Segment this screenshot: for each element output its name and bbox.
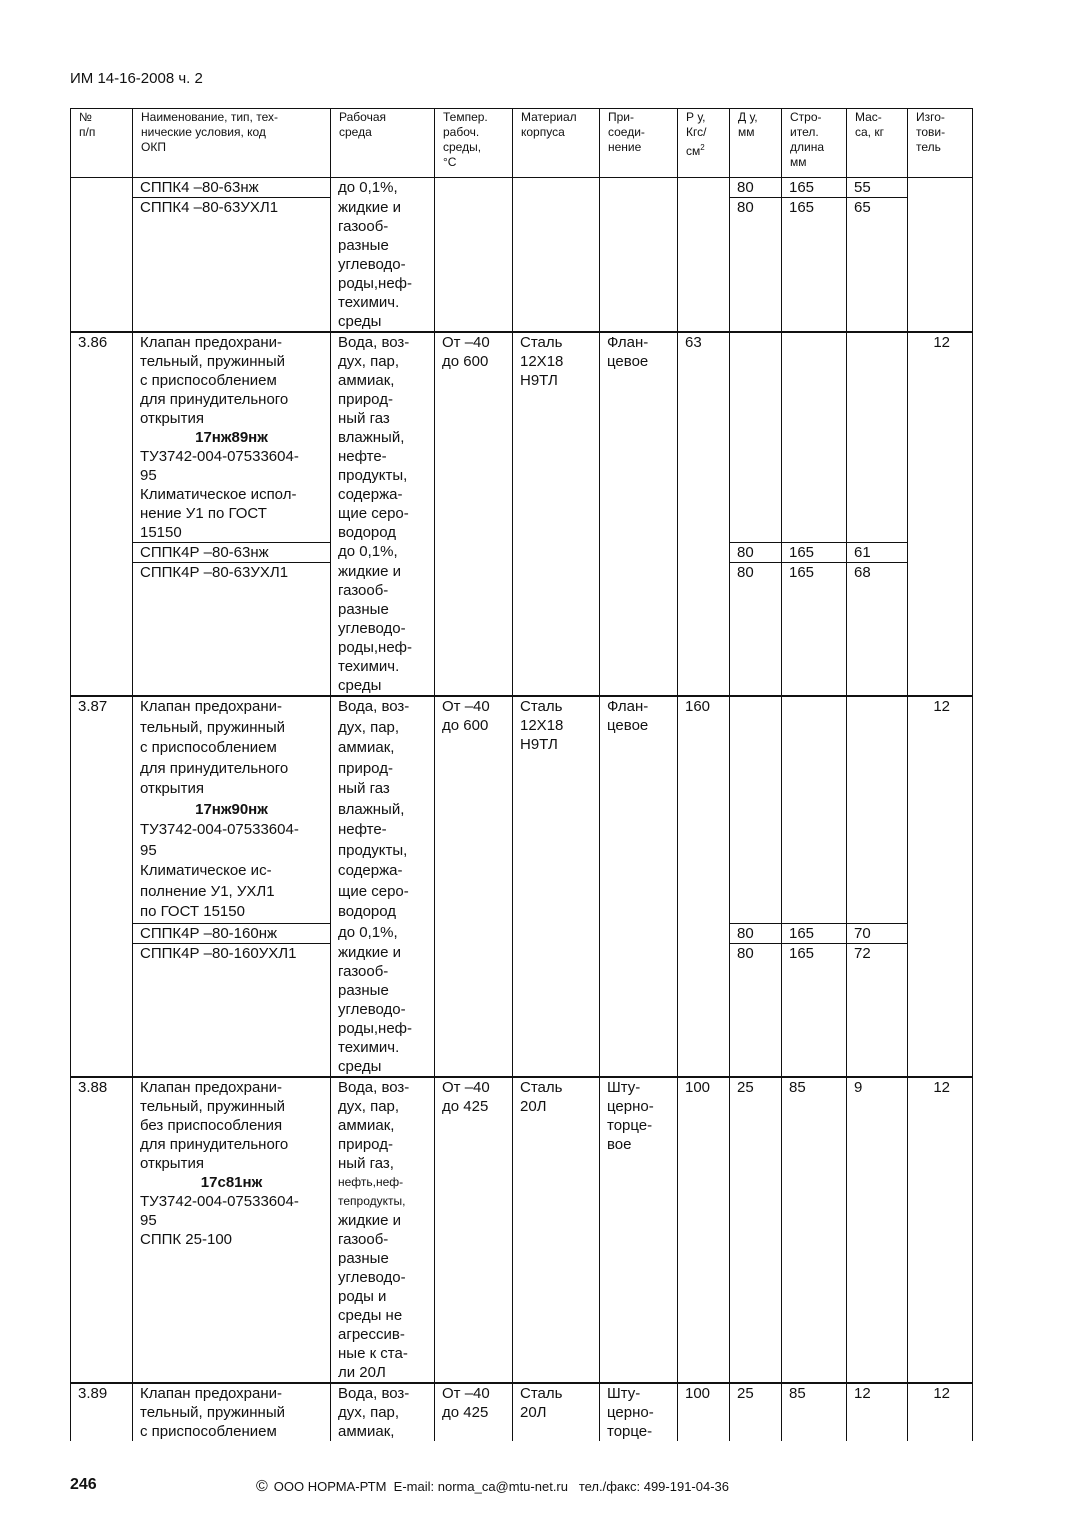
medium-text: нефть,неф- тепродукты,: [338, 1175, 406, 1208]
col-header-medium: Рабочая среда: [331, 109, 435, 178]
length-cell: 165: [782, 943, 847, 1077]
publisher-contacts: ООО НОРМА-РТМ E-mail: norma_ca@mtu-net.ru тел./факс: 499-191-04-36: [273, 1479, 730, 1494]
name-cell: СППК4Р –80-160нж: [133, 923, 331, 943]
spec-text: ТУ3742-004-07533604- 95 СППК 25-100: [140, 1193, 299, 1248]
length-cell: 165: [782, 562, 847, 696]
page-number: 246: [70, 1476, 97, 1493]
col-header-maker: Изго- тови- тель: [908, 109, 973, 178]
document-id: ИМ 14-16-2008 ч. 2: [70, 70, 203, 87]
name-cell: [133, 1077, 331, 1383]
name-cell: СППК4 –80-63нж: [133, 178, 331, 198]
mass-cell: [847, 332, 908, 543]
connection-cell: Флан- цевое: [600, 332, 678, 697]
medium-text: Вода, воз- дух, пар, аммиак, природ- ный газ,: [338, 1079, 410, 1172]
length-cell: 165: [782, 923, 847, 943]
connection-cell: Флан- цевое: [600, 696, 678, 1077]
name-cell: [133, 332, 331, 543]
material-cell: Сталь 20Л: [513, 1383, 600, 1441]
connection-cell: Шту- церно- торце- вое: [600, 1077, 678, 1383]
mass-cell: 70: [847, 923, 908, 943]
material-cell: Сталь 20Л: [513, 1077, 600, 1383]
material-cell: Сталь 12Х18 Н9ТЛ: [513, 332, 600, 697]
temp-cell: От –40 до 425: [435, 1383, 513, 1441]
name-text: Клапан предохрани- тельный, пружинный с приспособлением для принудительного открытия: [140, 698, 289, 797]
material-cell: Сталь 12Х18 Н9ТЛ: [513, 696, 600, 1077]
col-header-py: Р у, Кгс/ $см^2$: [678, 109, 730, 178]
dy-cell: 80: [730, 542, 782, 562]
medium-text: жидкие и газооб- разные углеводо- роды и среды не агрессив- ные к ста- ли 20Л: [338, 1212, 408, 1381]
medium-cell: Вода, воз- дух, пар, аммиак, природ- ный газ влажный, нефте- продукты, содержа- щие серо- водород: [331, 332, 435, 543]
mass-cell: 68: [847, 562, 908, 696]
dy-cell: 25: [730, 1383, 782, 1441]
mass-cell: [847, 696, 908, 923]
name-cell: [133, 696, 331, 923]
name-cell: СППК4Р –80-63нж: [133, 542, 331, 562]
table-row: [71, 696, 973, 923]
temp-cell: От –40 до 600: [435, 696, 513, 1077]
length-cell: 165: [782, 198, 847, 332]
name-text: Клапан предохрани- тельный, пружинный без приспособления для принудительного открытия: [140, 1079, 289, 1172]
col-header-py-sup: 2: [700, 143, 705, 152]
dy-cell: 80: [730, 562, 782, 696]
mass-cell: 12: [847, 1383, 908, 1441]
temp-cell: От –40 до 600: [435, 332, 513, 697]
model-code: 17нж89нж: [195, 428, 268, 446]
length-cell: 165: [782, 178, 847, 198]
medium-cell: до 0,1%,: [331, 542, 435, 562]
col-header-material: Материал корпуса: [513, 109, 600, 178]
py-cell: [678, 178, 730, 332]
maker-cell: 12: [908, 1383, 973, 1441]
py-cell: 160: [678, 696, 730, 1077]
dy-cell: 80: [730, 943, 782, 1077]
maker-cell: 12: [908, 1077, 973, 1383]
name-cell: СППК4Р –80-63УХЛ1: [133, 562, 331, 696]
material-cell: [513, 178, 600, 332]
col-header-temp: Темпер. рабоч. среды, °С: [435, 109, 513, 178]
length-cell: [782, 332, 847, 543]
medium-cell: жидкие и газооб- разные углеводо- роды,неф- техимич. среды: [331, 943, 435, 1077]
maker-cell: [908, 178, 973, 332]
maker-cell: 12: [908, 696, 973, 1077]
dy-cell: 80: [730, 178, 782, 198]
dy-cell: [730, 696, 782, 923]
publisher-info: [256, 1478, 729, 1496]
table-row: [71, 1077, 973, 1383]
model-code: 17нж90нж: [195, 800, 268, 818]
mass-cell: 55: [847, 178, 908, 198]
table-header-row: [71, 109, 973, 178]
valve-spec-table: [70, 108, 973, 1441]
dy-cell: 80: [730, 198, 782, 332]
mass-cell: 65: [847, 198, 908, 332]
dy-cell: 80: [730, 923, 782, 943]
length-cell: [782, 696, 847, 923]
name-cell: СППК4 –80-63УХЛ1: [133, 198, 331, 332]
medium-cell: Вода, воз- дух, пар, аммиак,: [331, 1383, 435, 1441]
connection-cell: Шту- церно- торце-: [600, 1383, 678, 1441]
medium-cell: жидкие и газооб- разные углеводо- роды,неф- техимич. среды: [331, 562, 435, 696]
dy-cell: 25: [730, 1077, 782, 1383]
copyright-icon: ©: [256, 1478, 268, 1495]
spec-text: ТУ3742-004-07533604- 95 Климатическое ис- полнение У1, УХЛ1 по ГОСТ 15150: [140, 821, 299, 920]
mass-cell: 72: [847, 943, 908, 1077]
medium-cell: жидкие и газооб- разные углеводо- роды,неф- техимич. среды: [331, 198, 435, 332]
mass-cell: 9: [847, 1077, 908, 1383]
num-cell: 3.87: [71, 696, 133, 1077]
table-row: [71, 178, 973, 198]
py-cell: 100: [678, 1077, 730, 1383]
length-cell: 165: [782, 542, 847, 562]
col-header-length: Стро- ител. длина мм: [782, 109, 847, 178]
py-cell: 100: [678, 1383, 730, 1441]
name-cell: СППК4Р –80-160УХЛ1: [133, 943, 331, 1077]
col-header-mass: Мас- са, кг: [847, 109, 908, 178]
table-row: [71, 1383, 973, 1441]
connection-cell: [600, 178, 678, 332]
temp-cell: От –40 до 425: [435, 1077, 513, 1383]
col-header-num: № п/п: [71, 109, 133, 178]
num-cell: 3.88: [71, 1077, 133, 1383]
py-cell: 63: [678, 332, 730, 697]
num-cell: 3.86: [71, 332, 133, 697]
length-cell: 85: [782, 1383, 847, 1441]
length-cell: 85: [782, 1077, 847, 1383]
col-header-connection: При- соеди- нение: [600, 109, 678, 178]
medium-cell: Вода, воз- дух, пар, аммиак, природ- ный газ влажный, нефте- продукты, содержа- щие серо- водород: [331, 696, 435, 923]
medium-cell: [331, 1077, 435, 1383]
num-cell: [71, 178, 133, 332]
model-code: 17с81нж: [200, 1174, 263, 1191]
num-cell: 3.89: [71, 1383, 133, 1441]
table-row: [71, 332, 973, 543]
col-header-name: Наименование, тип, тех- нические условия, код ОКП: [133, 109, 331, 178]
spec-text: ТУ3742-004-07533604- 95 Климатическое испол- нение У1 по ГОСТ 15150: [140, 447, 299, 541]
dy-cell: [730, 332, 782, 543]
medium-cell: до 0,1%,: [331, 923, 435, 943]
name-cell: Клапан предохрани- тельный, пружинный с приспособлением: [133, 1383, 331, 1441]
temp-cell: [435, 178, 513, 332]
mass-cell: 61: [847, 542, 908, 562]
col-header-dy: Д у, мм: [730, 109, 782, 178]
maker-cell: 12: [908, 332, 973, 697]
medium-cell: до 0,1%,: [331, 178, 435, 198]
name-text: Клапан предохрани- тельный, пружинный с приспособлением для принудительного открытия: [140, 333, 289, 427]
